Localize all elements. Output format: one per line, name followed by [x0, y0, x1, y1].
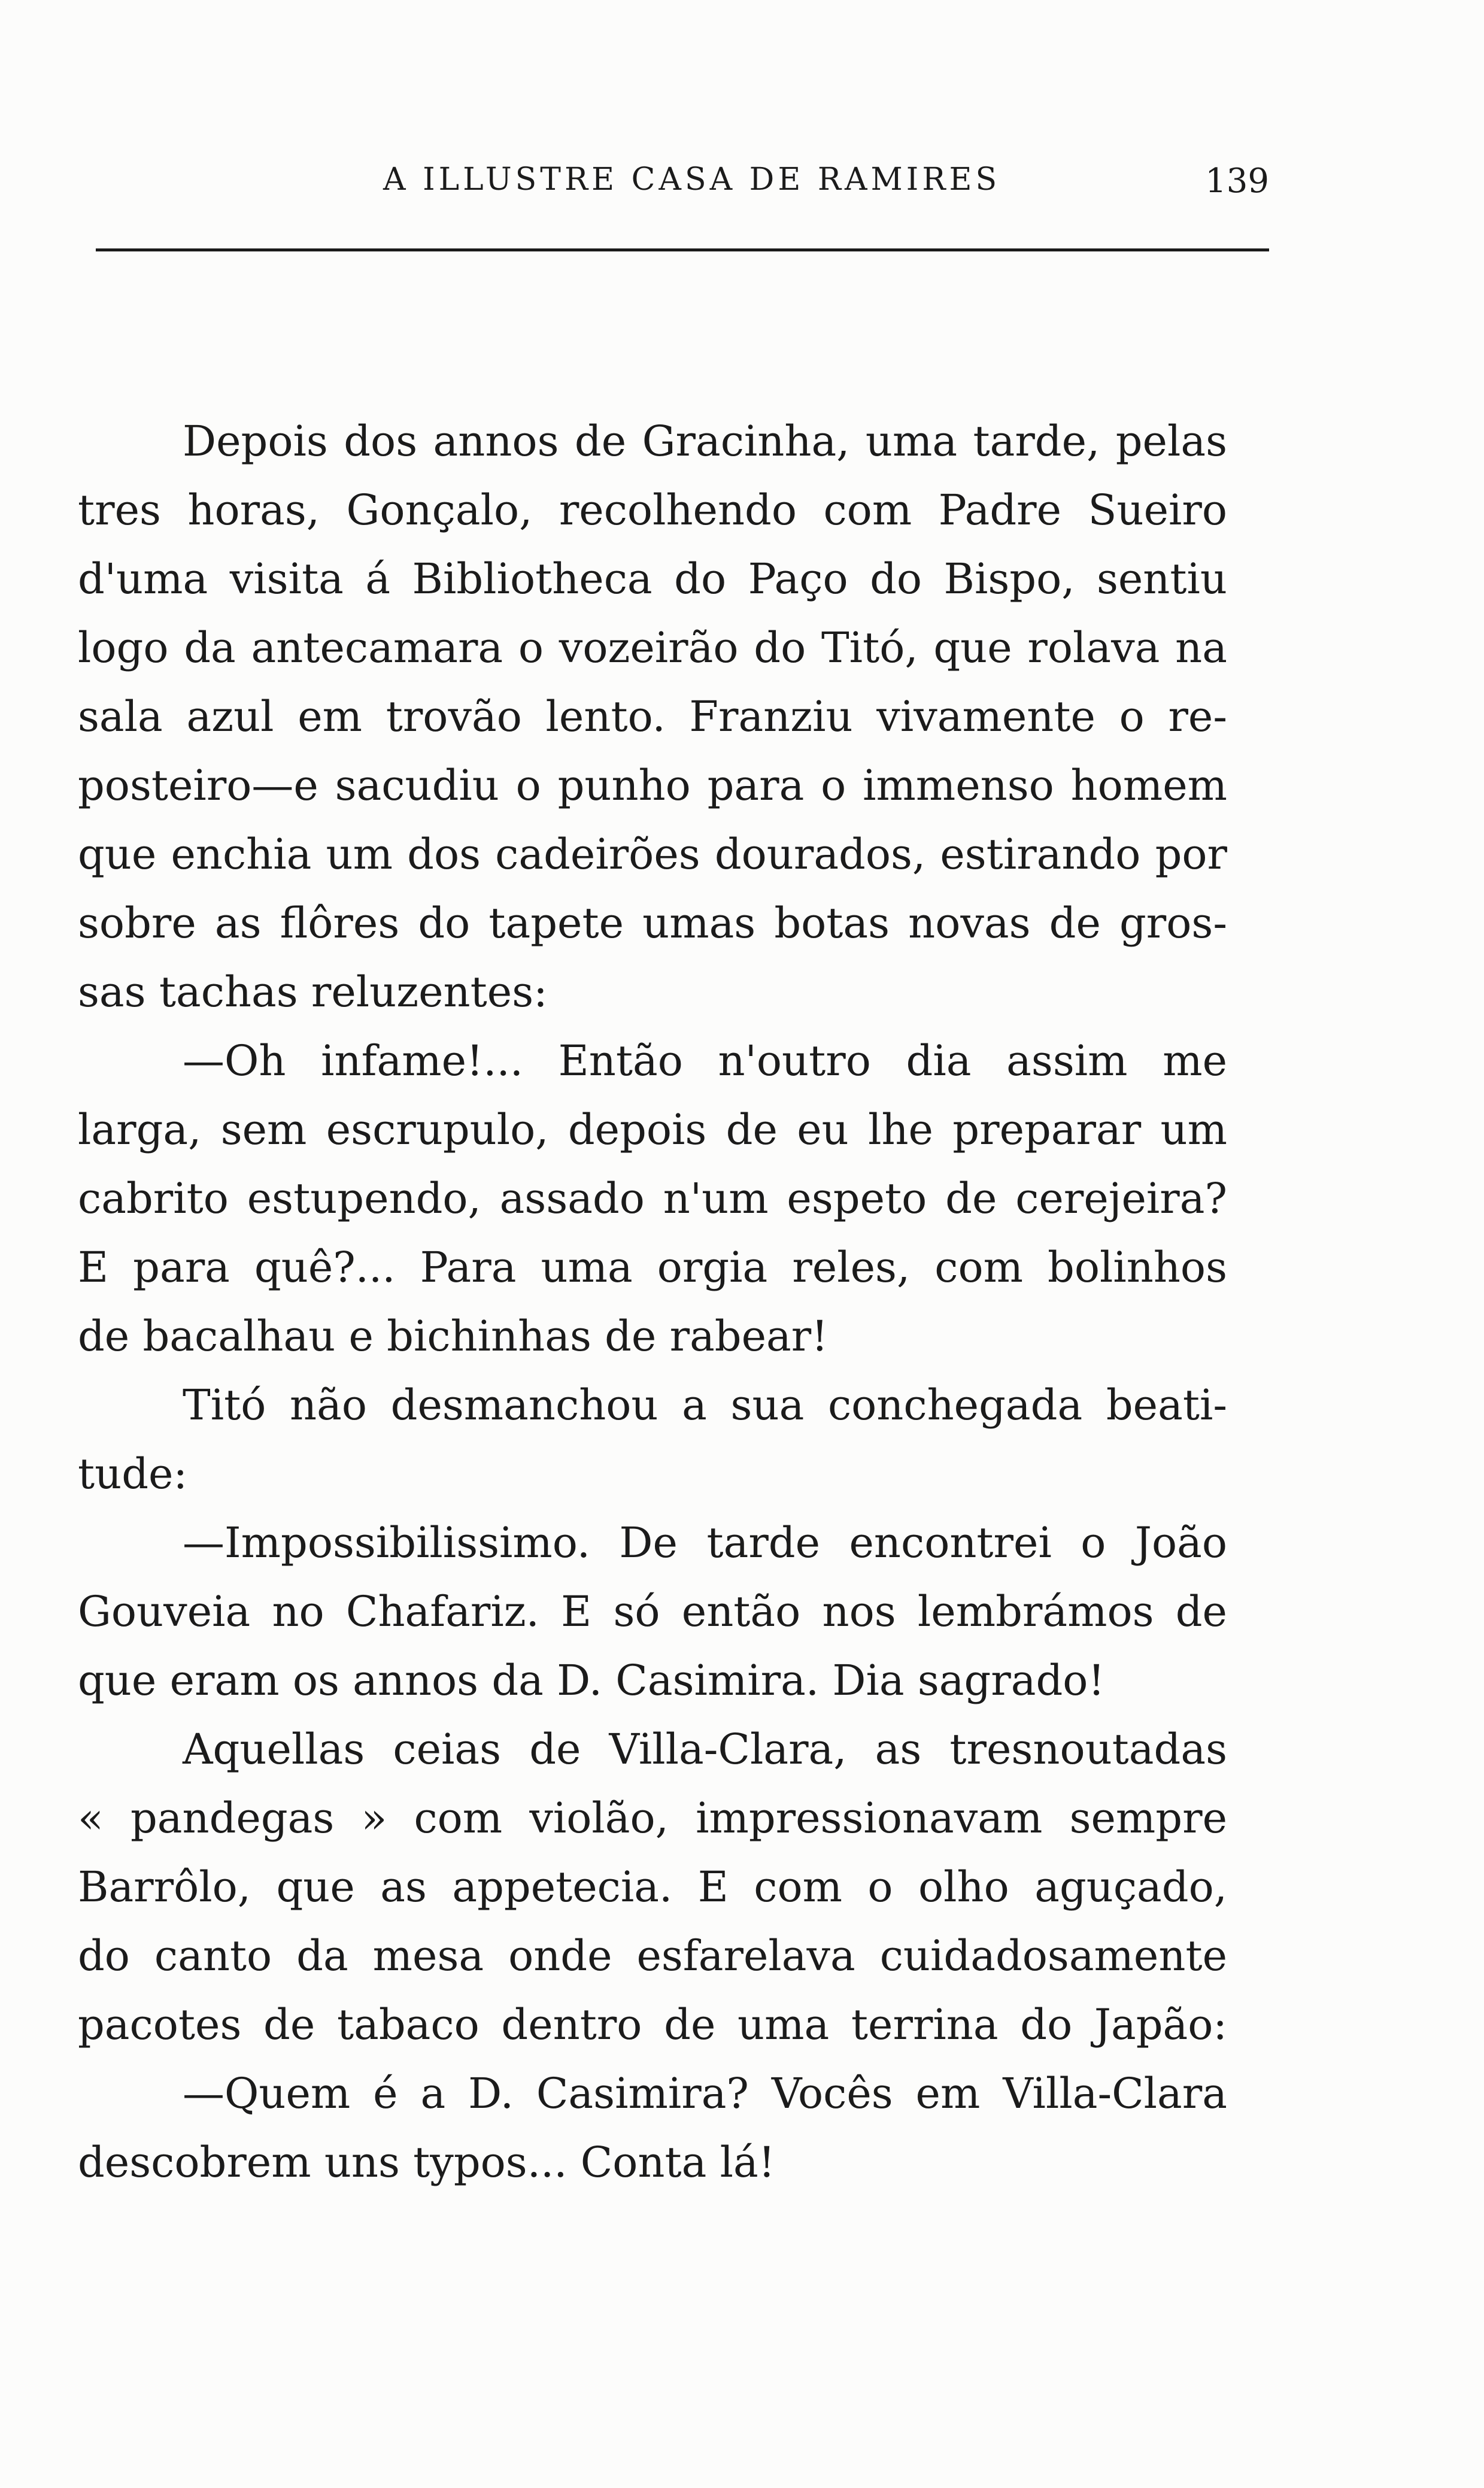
text-line: tude: — [78, 1449, 188, 1498]
text-line: Depois dos annos de Gracinha, uma tarde, pelas — [183, 417, 1227, 466]
text-line: Barrôlo, que as appetecia. E com o olho aguçado, — [78, 1862, 1227, 1911]
text-line: —Oh infame!... Então n'outro dia assim me — [183, 1036, 1227, 1085]
text-line: —Impossibilissimo. De tarde encontrei o João — [183, 1518, 1227, 1567]
text-line: larga, sem escrupulo, depois de eu lhe preparar um — [78, 1105, 1227, 1154]
text-line: tres horas, Gonçalo, recolhendo com Padre Sueiro — [78, 486, 1227, 535]
text-line: posteiro—e sacudiu o punho para o immenso homem — [78, 761, 1227, 810]
text-line: —Quem é a D. Casimira? Vocês em Villa-Clara — [183, 2069, 1227, 2118]
text-line: sala azul em trovão lento. Franziu vivamente o re- — [78, 692, 1227, 741]
page-number: 139 — [1205, 162, 1269, 201]
body-text — [78, 407, 1227, 2197]
text-line: que eram os annos da D. Casimira. Dia sagrado! — [78, 1656, 1105, 1705]
text-line: que enchia um dos cadeirões dourados, estirando por — [78, 830, 1227, 879]
text-line: de bacalhau e bichinhas de rabear! — [78, 1312, 829, 1361]
text-line: pacotes de tabaco dentro de uma terrina do Japão: — [78, 2000, 1227, 2049]
header-rule — [96, 248, 1269, 251]
text-line: cabrito estupendo, assado n'um espeto de cerejeira? — [78, 1174, 1227, 1223]
text-line: E para quê?... Para uma orgia reles, com bolinhos — [78, 1243, 1227, 1292]
text-line: Gouveia no Chafariz. E só então nos lembrámos de — [78, 1587, 1227, 1636]
text-line: do canto da mesa onde esfarelava cuidadosamente — [78, 1931, 1227, 1980]
running-head — [96, 162, 1269, 210]
text-line: descobrem uns typos... Conta lá! — [78, 2138, 775, 2187]
text-line: logo da antecamara o vozeirão do Titó, que rolava na — [78, 623, 1227, 672]
text-line: sobre as flôres do tapete umas botas novas de gros- — [78, 899, 1227, 948]
text-line: « pandegas » com violão, impressionavam sempre — [78, 1794, 1227, 1843]
running-title: A ILLUSTRE CASA DE RAMIRES — [383, 162, 1001, 198]
text-line: d'uma visita á Bibliotheca do Paço do Bispo, sentiu — [78, 554, 1227, 603]
text-line: sas tachas reluzentes: — [78, 967, 548, 1017]
text-line: Titó não desmanchou a sua conchegada beati- — [183, 1380, 1227, 1430]
text-line: Aquellas ceias de Villa-Clara, as tresnoutadas — [183, 1725, 1227, 1774]
